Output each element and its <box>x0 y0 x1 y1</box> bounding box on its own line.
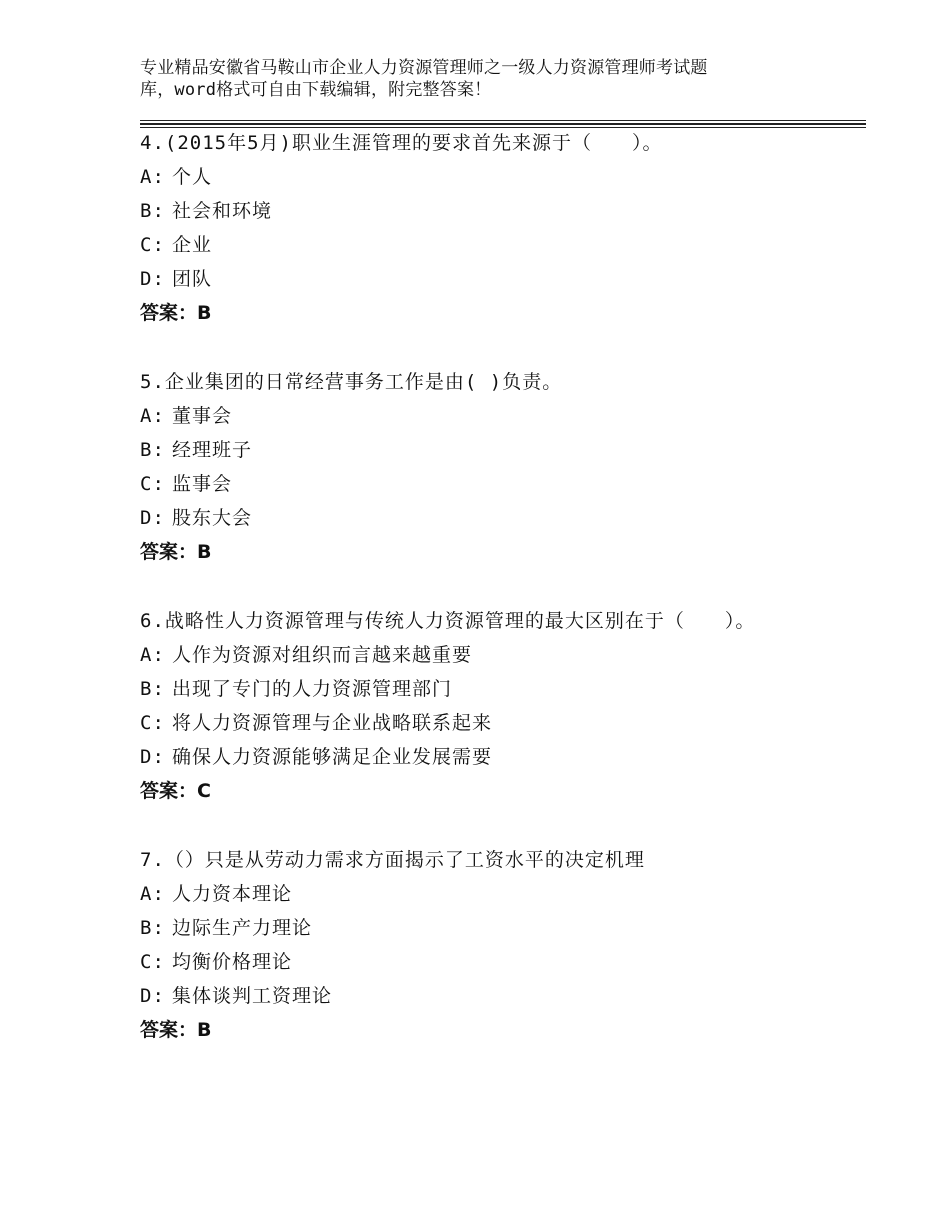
option-text: 社会和环境 <box>172 200 273 222</box>
option-letter: C: <box>140 234 165 256</box>
option-b <box>140 433 860 467</box>
option-text: 股东大会 <box>172 507 253 529</box>
option-d <box>140 501 860 535</box>
question-title: 5.企业集团的日常经营事务工作是由( )负责。 <box>140 371 563 393</box>
option-text: 监事会 <box>172 473 233 495</box>
option-text: 个人 <box>172 166 213 188</box>
question-block <box>140 365 860 569</box>
question-block <box>140 604 860 808</box>
option-text: 集体谈判工资理论 <box>172 985 333 1007</box>
option-c <box>140 706 860 740</box>
option-letter: B: <box>140 439 165 461</box>
question-title: 7.（）只是从劳动力需求方面揭示了工资水平的决定机理 <box>140 849 645 871</box>
question-title: 6.战略性人力资源管理与传统人力资源管理的最大区别在于（ ）。 <box>140 610 756 632</box>
option-text: 边际生产力理论 <box>172 917 313 939</box>
option-letter: A: <box>140 166 165 188</box>
question-block <box>140 126 860 330</box>
option-text: 出现了专门的人力资源管理部门 <box>172 678 453 700</box>
option-letter: C: <box>140 951 165 973</box>
option-text: 人作为资源对组织而言越来越重要 <box>172 644 473 666</box>
option-d <box>140 740 860 774</box>
option-text: 确保人力资源能够满足企业发展需要 <box>172 746 493 768</box>
answer-line: 答案：C <box>140 780 211 802</box>
header-divider <box>140 120 866 121</box>
option-b <box>140 911 860 945</box>
option-c <box>140 945 860 979</box>
option-text: 团队 <box>172 268 213 290</box>
option-letter: C: <box>140 712 165 734</box>
option-letter: D: <box>140 507 165 529</box>
question-title: 4.(2015年5月)职业生涯管理的要求首先来源于（ ）。 <box>140 132 663 154</box>
option-letter: D: <box>140 985 165 1007</box>
option-letter: D: <box>140 746 165 768</box>
option-text: 均衡价格理论 <box>172 951 293 973</box>
option-letter: B: <box>140 917 165 939</box>
option-letter: C: <box>140 473 165 495</box>
document-header <box>140 57 840 101</box>
option-text: 将人力资源管理与企业战略联系起来 <box>172 712 493 734</box>
option-a <box>140 399 860 433</box>
answer-line: 答案：B <box>140 302 212 324</box>
option-c <box>140 228 860 262</box>
option-a <box>140 638 860 672</box>
question-block <box>140 843 860 1047</box>
option-letter: B: <box>140 200 165 222</box>
answer-line: 答案：B <box>140 541 212 563</box>
answer-line: 答案：B <box>140 1019 212 1041</box>
option-letter: A: <box>140 883 165 905</box>
option-d <box>140 262 860 296</box>
option-text: 人力资本理论 <box>172 883 293 905</box>
option-c <box>140 467 860 501</box>
header-line-2: 库，word格式可自由下载编辑，附完整答案！ <box>140 80 492 100</box>
header-line-1: 专业精品安徽省马鞍山市企业人力资源管理师之一级人力资源管理师考试题 <box>140 58 708 78</box>
option-b <box>140 194 860 228</box>
option-b <box>140 672 860 706</box>
option-text: 经理班子 <box>172 439 253 461</box>
option-letter: A: <box>140 644 165 666</box>
option-text: 董事会 <box>172 405 233 427</box>
option-letter: B: <box>140 678 165 700</box>
header-divider <box>140 123 866 125</box>
option-a <box>140 160 860 194</box>
option-text: 企业 <box>172 234 213 256</box>
option-letter: A: <box>140 405 165 427</box>
option-letter: D: <box>140 268 165 290</box>
option-a <box>140 877 860 911</box>
option-d <box>140 979 860 1013</box>
